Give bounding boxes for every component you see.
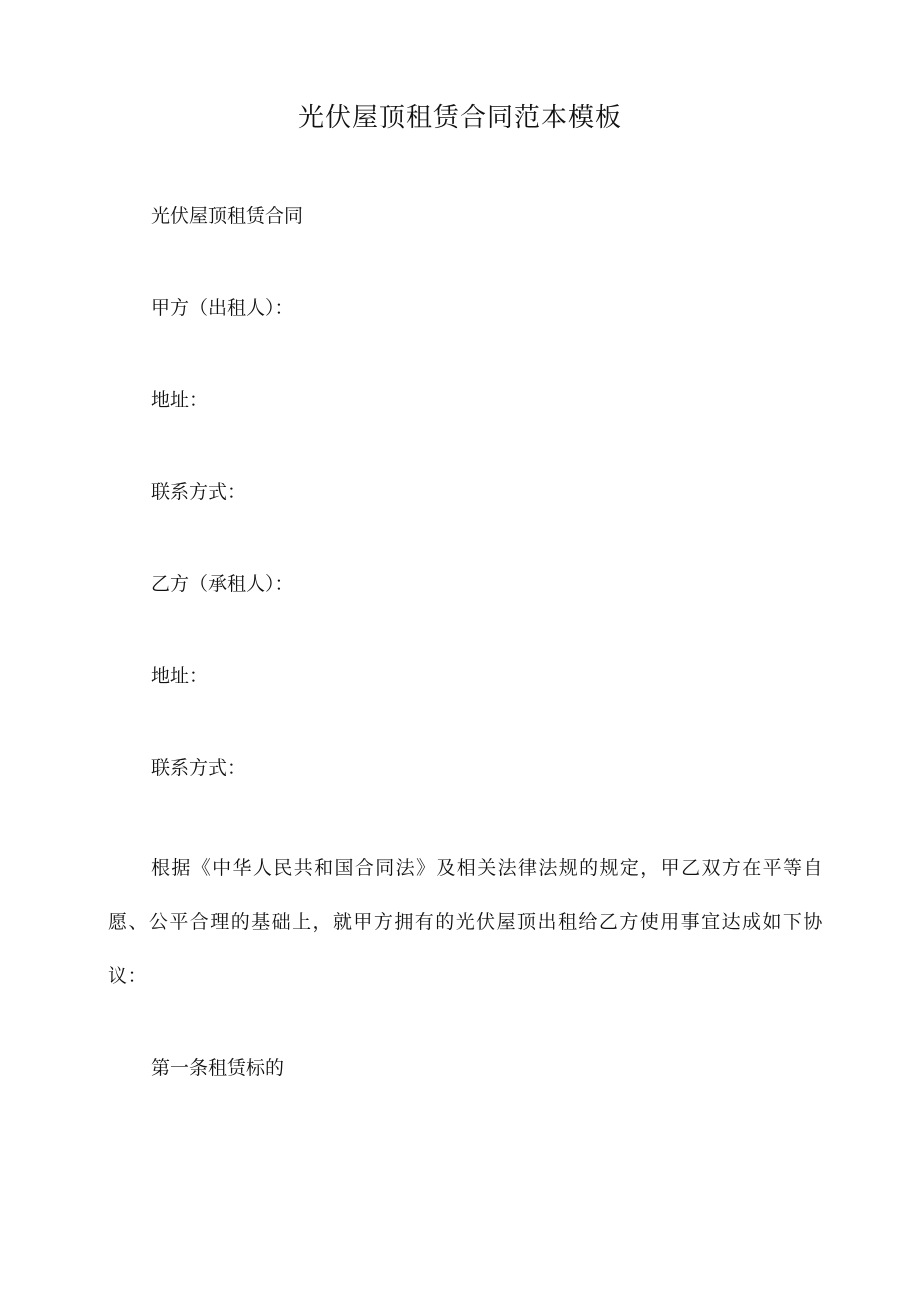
party-b-address-label: 地址： [151, 665, 209, 687]
party-a-label: 甲方（出租人）： [151, 297, 294, 319]
party-b-contact-label: 联系方式： [151, 757, 247, 779]
contract-subtitle: 光伏屋顶租赁合同 [151, 205, 304, 227]
document-title: 光伏屋顶租赁合同范本模板 [297, 103, 622, 133]
party-b-label: 乙方（承租人）： [151, 573, 294, 595]
party-a-address-label: 地址： [151, 389, 209, 411]
party-a-contact-label: 联系方式： [151, 481, 247, 503]
preamble-paragraph: 根据《中华人民共和国合同法》及相关法律法规的规定，甲乙双方在平等自愿、公平合理的基础上，就甲方拥有的光伏屋顶出租给乙方使用事宜达成如下协议： [108, 857, 823, 987]
article-1-heading: 第一条租赁标的 [151, 1057, 285, 1079]
